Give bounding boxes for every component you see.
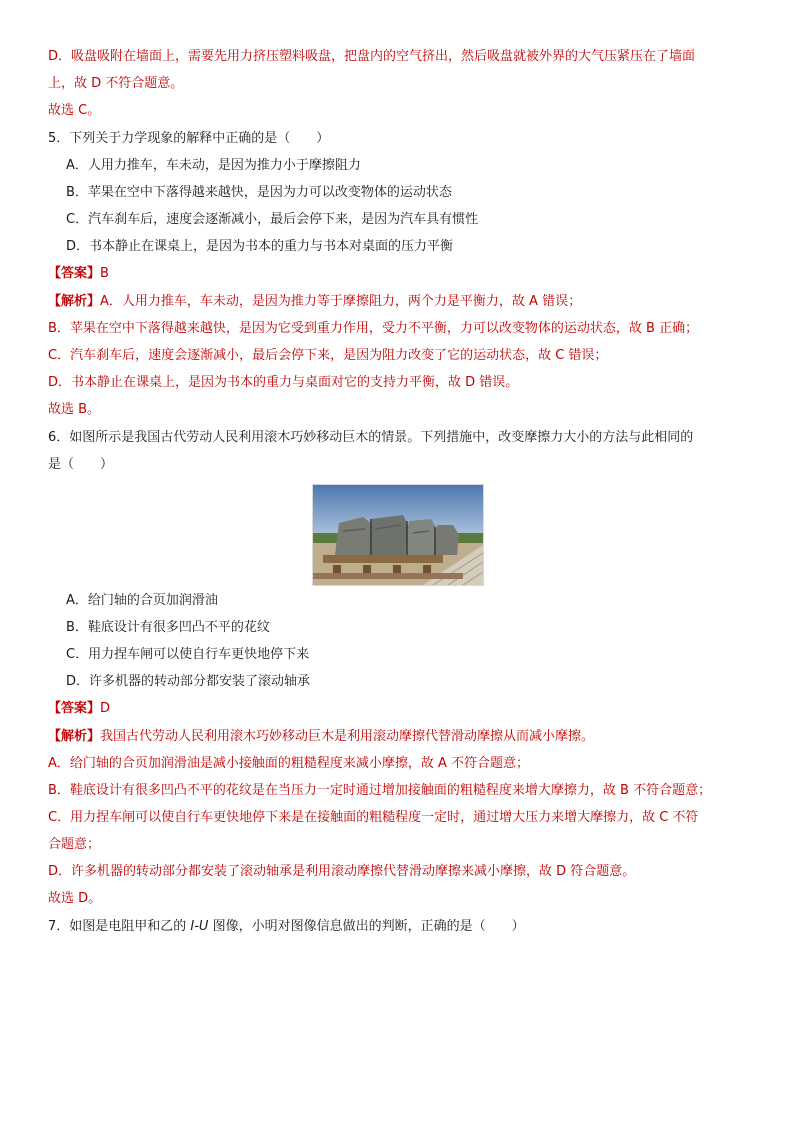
text-line (66, 157, 361, 175)
answer-label: 【解析】 (48, 294, 101, 309)
text-line (48, 347, 607, 365)
answer-label: 【答案】 (48, 701, 101, 716)
text-line (48, 700, 110, 718)
text-line (66, 646, 309, 664)
text-segment: D．书本静止在课桌上，是因为书本的重力与书本对桌面的压力平衡 (66, 239, 454, 254)
rolling-logs-illustration (313, 485, 483, 585)
rolling-logs-photo (312, 484, 484, 586)
text-line (48, 130, 329, 148)
text-segment: 故选 C。 (48, 103, 101, 118)
text-segment: B．苹果在空中下落得越来越快，是因为它受到重力作用，受力不平衡，力可以改变物体的运动状态，故 B 正确； (48, 321, 699, 336)
text-line (48, 836, 100, 854)
text-segment: 故选 B。 (48, 402, 101, 417)
text-line (48, 755, 529, 773)
text-line (48, 863, 635, 881)
text-segment: C．汽车刹车后，速度会逐渐减小，最后会停下来，是因为阻力改变了它的运动状态，故 C 错误； (48, 348, 608, 363)
text-line (48, 401, 100, 419)
text-line (48, 809, 698, 827)
text-segment: C．用力捏车闸可以使自行车更快地停下来是在接触面的粗糙程度一定时，通过增大压力来增大摩擦力，故 C 不符 (48, 810, 699, 825)
text-line (48, 265, 109, 283)
text-segment: D．书本静止在课桌上，是因为书本的重力与桌面对它的支持力平衡，故 D 错误。 (48, 375, 519, 390)
text-segment: A．给门轴的合页加润滑油是减小接触面的粗糙程度来减小摩擦，故 A 不符合题意； (48, 756, 530, 771)
text-segment: 上，故 D 不符合题意。 (48, 76, 184, 91)
text-line (48, 918, 525, 936)
text-segment: D．许多机器的转动部分都安装了滚动轴承是利用滚动摩擦代替滑动摩擦来减小摩擦，故 D 符合题意。 (48, 864, 636, 879)
text-segment: 6．如图所示是我国古代劳动人民利用滚木巧妙移动巨木的情景。下列措施中，改变摩擦力大小的方法与此相同的 (48, 430, 694, 445)
text-segment: D．吸盘吸附在墙面上，需要先用力挤压塑料吸盘，把盘内的空气挤出，然后吸盘就被外界的大气压紧压在了墙面 (48, 49, 696, 64)
text-line (48, 102, 100, 120)
text-line (66, 184, 452, 202)
text-segment: 5．下列关于力学现象的解释中正确的是（ ） (48, 131, 330, 146)
text-segment: C．用力捏车闸可以使自行车更快地停下来 (66, 647, 310, 662)
text-line (48, 48, 695, 66)
text-segment: A．人用力推车，车未动，是因为推力等于摩擦阻力，两个力是平衡力，故 A 错误； (100, 294, 582, 309)
answer-label: 【解析】 (48, 729, 101, 744)
text-line (48, 429, 693, 447)
text-line (66, 673, 310, 691)
text-segment: B．鞋底设计有很多凹凸不平的花纹 (66, 620, 270, 635)
text-line (48, 890, 101, 908)
text-segment: 故选 D。 (48, 891, 102, 906)
text-segment: B (100, 266, 109, 281)
text-segment: D．许多机器的转动部分都安装了滚动轴承 (66, 674, 311, 689)
text-segment: D (100, 701, 111, 716)
text-segment: 是（ ） (48, 457, 114, 472)
text-line (48, 374, 518, 392)
text-segment: B．鞋底设计有很多凹凸不平的花纹是在当压力一定时通过增加接触面的粗糙程度来增大摩擦力，故 B 不符合题意； (48, 783, 712, 798)
answer-label: 【答案】 (48, 266, 101, 281)
text-line (48, 320, 698, 338)
text-line (66, 619, 270, 637)
text-segment: 7．如图是电阻甲和乙的 (48, 919, 191, 934)
text-line (48, 293, 581, 311)
text-segment: 我国古代劳动人民利用滚木巧妙移动巨木是利用滚动摩擦代替滑动摩擦从而减小摩擦。 (100, 729, 595, 744)
text-segment: I-U (190, 919, 209, 934)
text-line (66, 238, 453, 256)
text-line (48, 456, 113, 474)
text-segment: 合题意； (48, 837, 101, 852)
text-segment: A．人用力推车，车未动，是因为推力小于摩擦阻力 (66, 158, 361, 173)
text-line (48, 75, 183, 93)
text-line (66, 592, 218, 610)
text-segment: C．汽车刹车后，速度会逐渐减小，最后会停下来，是因为汽车具有惯性 (66, 212, 479, 227)
text-segment: A．给门轴的合页加润滑油 (66, 593, 218, 608)
text-segment: B．苹果在空中下落得越来越快，是因为力可以改变物体的运动状态 (66, 185, 452, 200)
text-line (66, 211, 478, 229)
text-line (48, 782, 711, 800)
text-segment: 图像，小明对图像信息做出的判断，正确的是（ ） (208, 919, 525, 934)
text-line (48, 728, 594, 746)
